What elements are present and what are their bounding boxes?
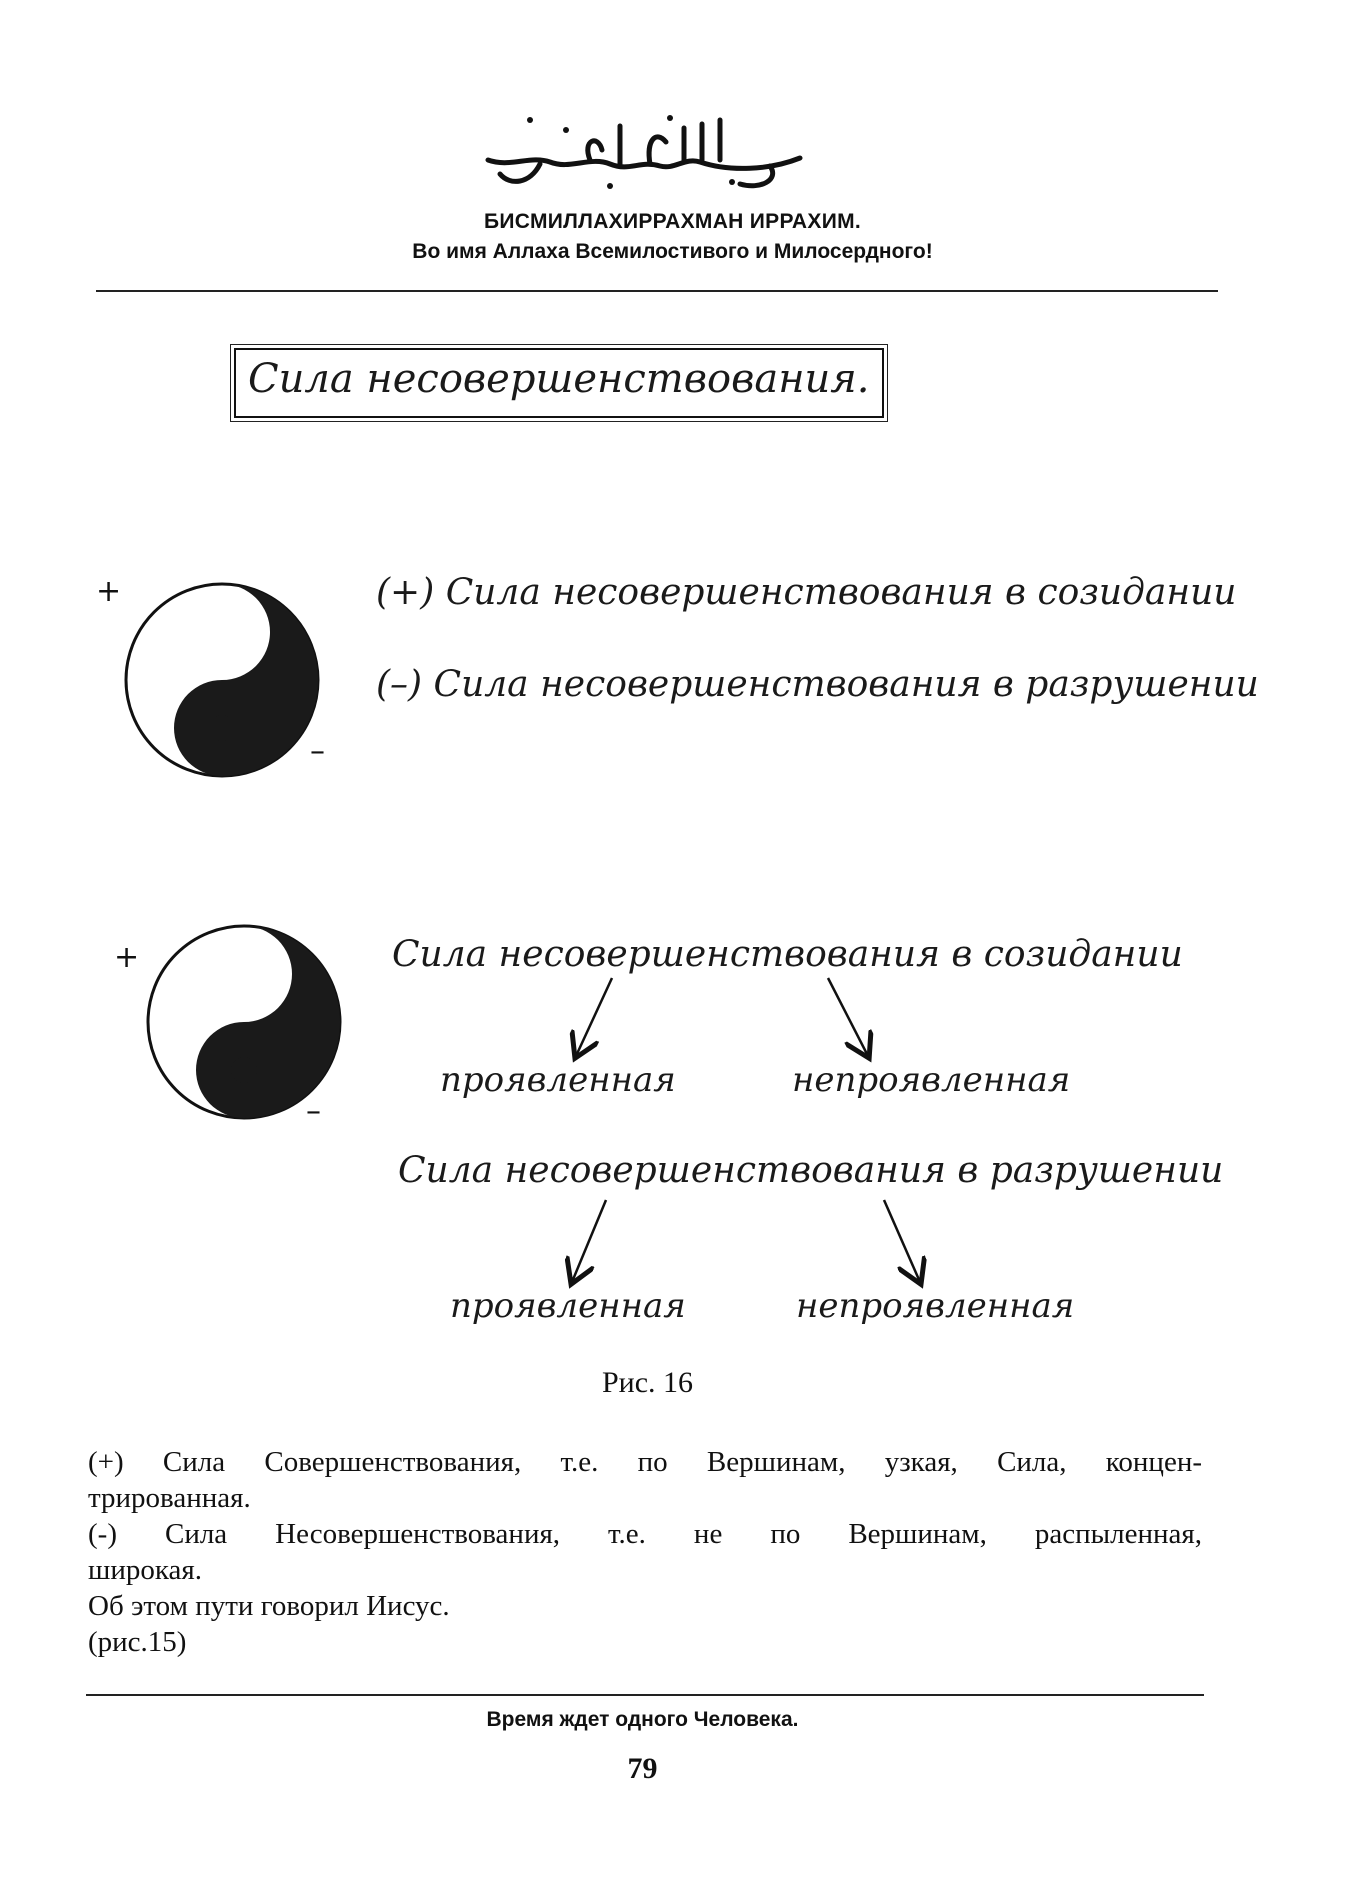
minus-sign: – <box>306 1094 321 1129</box>
paragraph-minus-continued: широкая. <box>88 1554 202 1586</box>
minus-sign: – <box>310 734 325 769</box>
footer-divider <box>86 1694 1204 1696</box>
row-plus-creation: (+) Сила несовершенствования в созидании <box>376 572 1237 613</box>
arrow-down-right <box>884 1200 920 1282</box>
plus-sign: + <box>96 574 122 609</box>
row-minus-destruction: (–) Сила несовершенствования в разрушении <box>376 664 1259 705</box>
paragraph-minus: (-) Сила Несовершенствования, т.е. не по Вершинам, распыленная, <box>88 1518 1202 1550</box>
branch-unmanifest: непроявленная <box>792 1060 1071 1100</box>
header-divider <box>96 290 1218 292</box>
arrow-down-left <box>576 978 612 1056</box>
paragraph-plus: (+) Сила Совершенствования, т.е. по Вершинам, узкая, Сила, концен- <box>88 1446 1202 1478</box>
branch-head-creation: Сила несовершенствования в созидании <box>392 934 1183 975</box>
footer-motto: Время ждет одного Человека. <box>486 1708 799 1731</box>
paragraph-plus-continued: трированная. <box>88 1482 251 1514</box>
paragraph-jesus: Об этом пути говорил Иисус. <box>88 1590 450 1622</box>
header-transliteration: БИСМИЛЛАХИРРАХМАН ИРРАХИМ. <box>483 210 862 233</box>
yin-yang-icon <box>144 922 344 1122</box>
branch-manifest: проявленная <box>440 1060 676 1100</box>
branch-manifest: проявленная <box>450 1286 686 1326</box>
yin-yang-icon <box>122 580 322 780</box>
figure-reference: (рис.15) <box>88 1626 187 1658</box>
page-number: 79 <box>627 1752 658 1785</box>
header-translation: Во имя Аллаха Всемилостивого и Милосердного! <box>412 240 933 263</box>
page-title: Сила несовершенствования. <box>248 356 870 402</box>
arrow-down-left <box>572 1200 606 1282</box>
plus-sign: + <box>114 940 140 975</box>
branch-head-destruction: Сила несовершенствования в разрушении <box>398 1150 1224 1191</box>
bismillah-calligraphy <box>470 100 830 200</box>
figure-caption: Рис. 16 <box>601 1366 694 1399</box>
arrow-down-right <box>828 978 868 1056</box>
branch-unmanifest: непроявленная <box>796 1286 1075 1326</box>
